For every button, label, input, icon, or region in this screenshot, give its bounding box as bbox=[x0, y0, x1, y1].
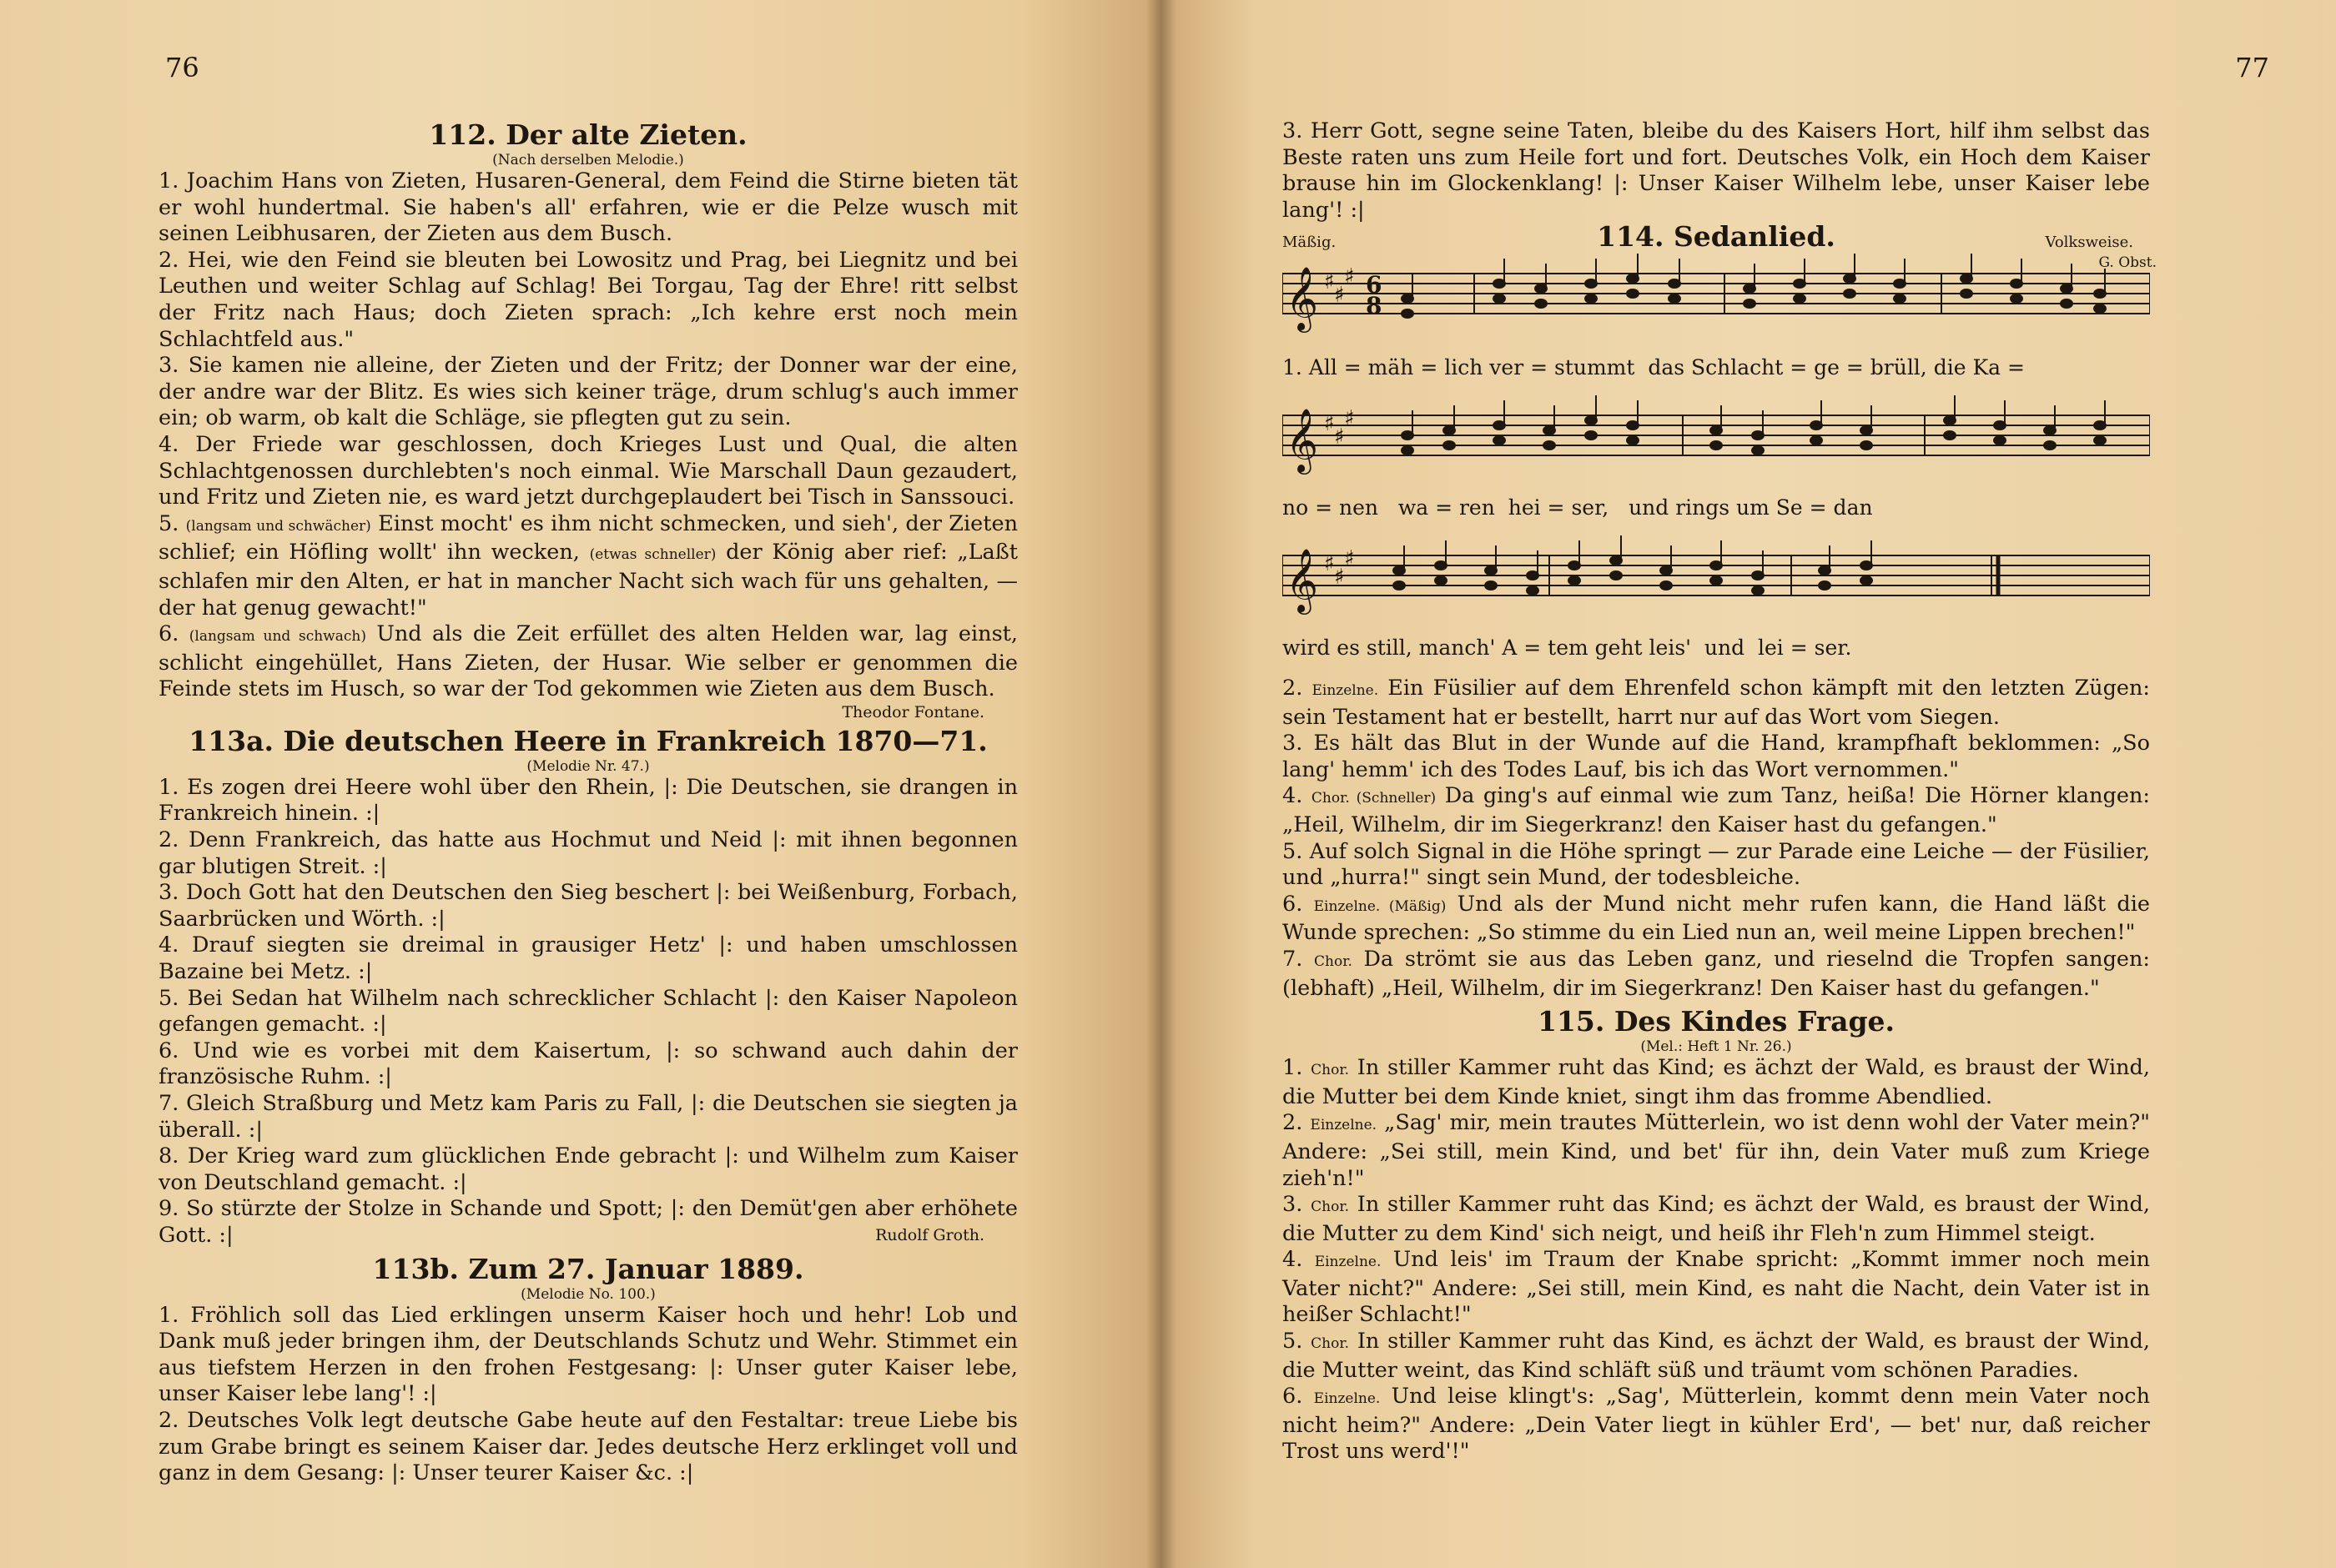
note-head bbox=[1961, 274, 1972, 283]
note-head bbox=[1710, 561, 1722, 570]
speaker-label: Einzelne. bbox=[1314, 1254, 1382, 1271]
time-signature-top: 6 bbox=[1366, 271, 1382, 299]
song-subtitle: (Melodie Nr. 47.) bbox=[526, 757, 650, 775]
note-head bbox=[2094, 304, 2106, 313]
note-head bbox=[1752, 446, 1764, 455]
note-head bbox=[1944, 416, 1956, 425]
svg-text:♯: ♯ bbox=[1344, 264, 1355, 289]
verse: 4. Drauf siegten sie dreimal in grausiger Hetz' |: und haben umschlossen Bazaine bei Metz. :| bbox=[159, 932, 1018, 985]
note-head bbox=[1744, 284, 1755, 293]
note-head bbox=[1527, 571, 1538, 580]
verse: 4. Der Friede war geschlossen, doch Krieges Lust und Qual, die alten Schlachtgenossen durchlebten's noch einmal. Wie Marschall Daun gezaudert, und Fritz und Zieten nie, es ward jetzt durchgeplaudert bei Tisch in Sanssouci. bbox=[159, 431, 1018, 510]
verse: 5. Bei Sedan hat Wilhelm nach schrecklicher Schlacht |: den Kaiser Napoleon gefangen gemacht. :| bbox=[159, 985, 1018, 1038]
note-head bbox=[1610, 556, 1622, 565]
note-head bbox=[1585, 294, 1597, 303]
performance-direction: (etwas schneller) bbox=[589, 546, 717, 564]
verse: 6. Einzelne. Und leise klingt's: „Sag', Mütterlein, kommt denn mein Vater noch nicht heim?" Andere: „Dein Vater liegt in kühler Erd', — bet' nur, daß reicher Trost uns werd'!" bbox=[1282, 1384, 2150, 1465]
verse: 1. Es zogen drei Heere wohl über den Rhein, |: Die Deutschen, sie drangen in Frankreich hinein. :| bbox=[159, 774, 1018, 827]
note-head bbox=[1402, 294, 1413, 303]
note-head bbox=[1393, 566, 1405, 575]
note-head bbox=[1568, 576, 1580, 585]
tempo-marking: Mäßig. bbox=[1282, 234, 1337, 251]
note-head bbox=[1443, 441, 1455, 450]
song-subtitle: (Nach derselben Melodie.) bbox=[492, 152, 684, 168]
note-head bbox=[1627, 274, 1639, 283]
note-head bbox=[1744, 299, 1755, 308]
speaker-label: Einzelne. bbox=[1313, 1390, 1381, 1408]
music-staff bbox=[1282, 250, 2150, 350]
note-head bbox=[2061, 299, 2072, 308]
arranger: G. Obst. bbox=[2098, 254, 2157, 271]
note-head bbox=[2094, 421, 2106, 430]
note-head bbox=[1894, 294, 1906, 303]
note-head bbox=[1627, 289, 1639, 298]
author: Rudolf Groth. bbox=[875, 1225, 984, 1244]
verse: 3. Herr Gott, segne seine Taten, bleibe du des Kaisers Hort, hilf ihm selbst das Beste raten uns zum Heile fort und fort. Deutsches Volk, ein Hoch dem Kaiser brause hin im Glockenklang! |: Unser Kaiser Wilhelm lebe, unser Kaiser lebe lang'! :| bbox=[1282, 118, 2150, 223]
verse: 4. Chor. (Schneller) Da ging's auf einmal wie zum Tanz, heißa! Die Hörner klangen: „Heil, Wilhelm, dir im Siegerkranz! den Kaiser hast du gefangen." bbox=[1282, 783, 2150, 837]
note-head bbox=[1669, 294, 1680, 303]
note-head bbox=[1710, 426, 1722, 435]
svg-text:♯: ♯ bbox=[1334, 565, 1345, 590]
verse: 6. Und wie es vorbei mit dem Kaisertum, |: so schwand auch dahin der französische Ruhm. :| bbox=[159, 1038, 1018, 1090]
note-head bbox=[1585, 416, 1597, 425]
note-head bbox=[1710, 441, 1722, 450]
lyrics-line: wird es still, manch' A = tem geht leis' und lei = ser. bbox=[1282, 636, 1852, 660]
note-head bbox=[2094, 289, 2106, 298]
note-head bbox=[1994, 421, 2006, 430]
lyrics-line: 1. All = mäh = lich ver = stummt das Schlacht = ge = brüll, die Ka = bbox=[1282, 355, 2025, 379]
performance-direction: (langsam und schwach) bbox=[189, 628, 366, 646]
note-head bbox=[2011, 294, 2022, 303]
verse: 5. Auf solch Signal in die Höhe springt — zur Parade eine Leiche — der Füsilier, und „hurra!" singt sein Mund, der todesbleiche. bbox=[1282, 838, 2150, 891]
note-head bbox=[1543, 441, 1555, 450]
song-title: 113a. Die deutschen Heere in Frankreich 1870—71. bbox=[189, 724, 988, 757]
note-head bbox=[1585, 431, 1597, 440]
note-head bbox=[1844, 289, 1855, 298]
svg-text:♯: ♯ bbox=[1324, 551, 1335, 576]
note-head bbox=[1485, 566, 1497, 575]
note-head bbox=[1669, 279, 1680, 288]
note-head bbox=[2061, 284, 2072, 293]
song-title: 113b. Zum 27. Januar 1889. bbox=[372, 1252, 804, 1285]
note-head bbox=[1860, 561, 1872, 570]
verse: 1. Chor. In stiller Kammer ruht das Kind; es ächzt der Wald, es braust der Wind, die Mutter bei dem Kinde kniet, singt ihm das fromme Abendlied. bbox=[1282, 1055, 2150, 1109]
page-number: 77 bbox=[2235, 52, 2269, 83]
note-head bbox=[1493, 436, 1505, 445]
song-title: 112. Der alte Zieten. bbox=[429, 118, 748, 151]
song-heading bbox=[1282, 219, 2150, 252]
note-head bbox=[1794, 279, 1805, 288]
note-head bbox=[1944, 431, 1956, 440]
note-head bbox=[1493, 421, 1505, 430]
song-title: 115. Des Kindes Frage. bbox=[1537, 1005, 1895, 1038]
note-head bbox=[1810, 421, 1822, 430]
note-head bbox=[1860, 576, 1872, 585]
note-head bbox=[1493, 294, 1505, 303]
speaker-label: Einzelne. (Mäßig) bbox=[1313, 897, 1447, 915]
melody-source: Volksweise. bbox=[2045, 234, 2133, 251]
left-page-text bbox=[159, 115, 1018, 1487]
note-head bbox=[1527, 586, 1538, 595]
speaker-label: Einzelne. bbox=[1310, 1117, 1377, 1134]
time-signature-bottom: 8 bbox=[1366, 292, 1382, 319]
note-head bbox=[2094, 436, 2106, 445]
note-head bbox=[1585, 279, 1597, 288]
note-head bbox=[1752, 571, 1764, 580]
music-staff bbox=[1282, 532, 2150, 632]
note-head bbox=[1443, 426, 1455, 435]
verse: 5. (langsam und schwächer) Einst mocht' es ihm nicht schmecken, und sieh', der Zieten schlief; ein Höfling wollt' ihn wecken, (etwas schneller) der König aber rief: „Laßt schlafen mir den Alten, er hat in mancher Nacht sich wach für uns gehalten, — der hat genug gewacht!" bbox=[159, 510, 1018, 621]
note-head bbox=[1402, 431, 1413, 440]
song-subtitle: (Mel.: Heft 1 Nr. 26.) bbox=[1640, 1038, 1792, 1056]
verse: 4. Einzelne. Und leis' im Traum der Knabe spricht: „Kommt immer noch mein Vater nicht?" Andere: „Sei still, mein Kind, es naht die Nacht, dein Vater ist in heißer Schlacht!" bbox=[1282, 1247, 2150, 1328]
left-page bbox=[0, 0, 1161, 1568]
verse: 3. Doch Gott hat den Deutschen den Sieg beschert |: bei Weißenburg, Forbach, Saarbrücken und Wörth. :| bbox=[159, 880, 1018, 932]
note-head bbox=[1844, 274, 1855, 283]
song-title: 114. Sedanlied. bbox=[1597, 220, 1835, 253]
note-head bbox=[1543, 426, 1555, 435]
note-head bbox=[1435, 561, 1447, 570]
note-head bbox=[2044, 441, 2056, 450]
verse: 6. (langsam und schwach) Und als die Zeit erfüllet des alten Helden war, lag einst, schlicht eingehüllet, Hans Zieten, der Husar. Wie selber er genommen die Feinde stets im Husch, so war der Tod gekommen wie Zieten aus dem Busch. bbox=[159, 621, 1019, 702]
speaker-label: Chor. bbox=[1311, 1199, 1349, 1216]
treble-clef-icon: 𝄞 bbox=[1286, 266, 1319, 330]
note-head bbox=[1435, 576, 1447, 585]
verse: 2. Einzelne. Ein Füsilier auf dem Ehrenfeld schon kämpft mit den letzten Zügen: sein Testament hat er bestellt, harrt nur auf das Wort vom Siegen. bbox=[1282, 676, 2151, 730]
svg-text:♯: ♯ bbox=[1344, 546, 1355, 571]
note-head bbox=[1627, 436, 1639, 445]
verse: 3. Es hält das Blut in der Wunde auf die Hand, krampfhaft beklommen: „So lang' hemm' ich des Todes Lauf, bis ich das Wort vernommen." bbox=[1282, 731, 2150, 782]
note-head bbox=[1710, 576, 1722, 585]
verse: 5. Chor. In stiller Kammer ruht das Kind, es ächzt der Wald, es braust der Wind, die Mutter weint, das Kind schläft süß und träumt vom schönen Paradies. bbox=[1282, 1329, 2150, 1383]
note-head bbox=[1819, 581, 1830, 590]
verse: 7. Chor. Da strömt sie aus das Leben ganz, und rieselnd die Tropfen sangen: (lebhaft) „Heil, Wilhelm, dir im Siegerkranz! Den Kaiser hast du gefangen." bbox=[1282, 946, 2151, 1001]
lyrics-line: no = nen wa = ren hei = ser, und rings um Se = dan bbox=[1282, 495, 1873, 520]
svg-text:♯: ♯ bbox=[1334, 425, 1345, 450]
right-page bbox=[1161, 0, 2336, 1568]
note-head bbox=[1610, 571, 1622, 580]
verse: 3. Sie kamen nie alleine, der Zieten und der Fritz; der Donner war der eine, der andre war der Blitz. Es wies sich keiner träge, drum schlug's auch immer ein; ob warm, ob kalt die Schläge, sie pflegten gut zu sein. bbox=[159, 353, 1018, 431]
performance-direction: (langsam und schwächer) bbox=[185, 517, 371, 535]
music-staff bbox=[1282, 392, 2150, 492]
verse: 2. Einzelne. „Sag' mir, mein trautes Mütterlein, wo ist denn wohl der Vater mein?" Andere: „Sei still, mein Kind, und bet' für ihn, dein Vater muß zum Kriege zieh'n!" bbox=[1282, 1110, 2150, 1191]
note-head bbox=[1485, 581, 1497, 590]
song-continuation bbox=[1282, 118, 2150, 224]
speaker-label: Chor. bbox=[1314, 952, 1352, 970]
treble-clef-icon: 𝄞 bbox=[1286, 408, 1319, 472]
verse: 7. Gleich Straßburg und Metz kam Paris zu Fall, |: die Deutschen sie siegten ja überall. :| bbox=[159, 1091, 1018, 1143]
svg-text:♯: ♯ bbox=[1334, 283, 1345, 308]
note-head bbox=[1402, 446, 1413, 455]
note-head bbox=[2044, 426, 2056, 435]
svg-text:♯: ♯ bbox=[1324, 269, 1335, 294]
note-head bbox=[1994, 436, 2006, 445]
speaker-label: Chor. (Schneller) bbox=[1311, 790, 1437, 807]
note-head bbox=[1794, 294, 1805, 303]
note-head bbox=[1493, 279, 1505, 288]
svg-text:♯: ♯ bbox=[1344, 406, 1355, 431]
note-head bbox=[1819, 566, 1830, 575]
note-head bbox=[1860, 441, 1872, 450]
note-head bbox=[1660, 581, 1672, 590]
svg-text:♯: ♯ bbox=[1324, 411, 1335, 436]
verse: 8. Der Krieg ward zum glücklichen Ende gebracht |: und Wilhelm zum Kaiser von Deutschland gemacht. :| bbox=[159, 1143, 1018, 1195]
note-head bbox=[1860, 426, 1872, 435]
note-head bbox=[1752, 586, 1764, 595]
verse: 2. Deutsches Volk legt deutsche Gabe heute auf den Festaltar: treue Liebe bis zum Grabe bringt es seinem Kaiser dar. Jedes deutsche Herz erklinget voll und ganz in dem Gesang: |: Unser teurer Kaiser &c. :| bbox=[159, 1407, 1018, 1486]
verse: 1. Fröhlich soll das Lied erklingen unserm Kaiser hoch und hehr! Lob und Dank muß jeder bringen ihm, der Deutschlands Schutz und Wehr. Stimmet ein aus tiefstem Herzen in den frohen Festgesang: |: Unser guter Kaiser lebe, unser Kaiser lebe lang'! :| bbox=[159, 1302, 1018, 1407]
note-head bbox=[1627, 421, 1639, 430]
note-head bbox=[1810, 436, 1822, 445]
note-head bbox=[1894, 279, 1906, 288]
speaker-label: Chor. bbox=[1311, 1335, 1350, 1353]
verse: 3. Chor. In stiller Kammer ruht das Kind; es ächzt der Wald, es braust der Wind, die Mutter zu dem Kind' sich neigt, und heiß ihr Fleh'n zum Himmel steigt. bbox=[1282, 1192, 2150, 1246]
right-page-text bbox=[1282, 676, 2150, 1465]
speaker-label: Chor. bbox=[1311, 1062, 1349, 1079]
note-head bbox=[1393, 581, 1405, 590]
note-head bbox=[1660, 566, 1672, 575]
book-gutter bbox=[1146, 0, 1176, 1568]
note-head bbox=[1752, 431, 1764, 440]
verse: 6. Einzelne. (Mäßig) Und als der Mund nicht mehr rufen kann, die Hand läßt die Wunde sprechen: „So stimme du ein Lied nun an, weil meine Lippen brechen!" bbox=[1282, 891, 2150, 946]
note-head bbox=[1535, 299, 1547, 308]
song-subtitle: (Melodie No. 100.) bbox=[521, 1285, 656, 1303]
author: Theodor Fontane. bbox=[842, 702, 984, 721]
verse: 2. Hei, wie den Feind sie bleuten bei Lowositz und Prag, bei Liegnitz und bei Leuthen und weiter Schlag auf Schlag! Bei Torgau, Tag der Ehre! ritt selbst der Fritz nach Haus; doch Zieten sprach: „Ich kehre erst noch mein Schlachtfeld aus." bbox=[159, 247, 1018, 352]
speaker-label: Einzelne. bbox=[1311, 682, 1379, 699]
note-head bbox=[2011, 279, 2022, 288]
note-head bbox=[1535, 284, 1547, 293]
treble-clef-icon: 𝄞 bbox=[1286, 548, 1319, 612]
verse: 2. Denn Frankreich, das hatte aus Hochmut und Neid |: mit ihnen begonnen gar blutigen Streit. :| bbox=[159, 827, 1018, 879]
verse: 1. Joachim Hans von Zieten, Husaren-General, dem Feind die Stirne bieten tät er wohl hundertmal. Sie haben's all' erfahren, wie er die Pelze wusch mit seinen Leibhusaren, der Zieten aus dem Busch. bbox=[159, 168, 1018, 247]
verse: 9. So stürzte der Stolze in Schande und Spott; |: den Demüt'gen aber erhöhete Gott. :| Rudolf Groth. bbox=[159, 1196, 1018, 1248]
note-head bbox=[1402, 309, 1413, 318]
note-head bbox=[1961, 289, 1972, 298]
page-number: 76 bbox=[165, 52, 199, 83]
note-head bbox=[1568, 561, 1580, 570]
